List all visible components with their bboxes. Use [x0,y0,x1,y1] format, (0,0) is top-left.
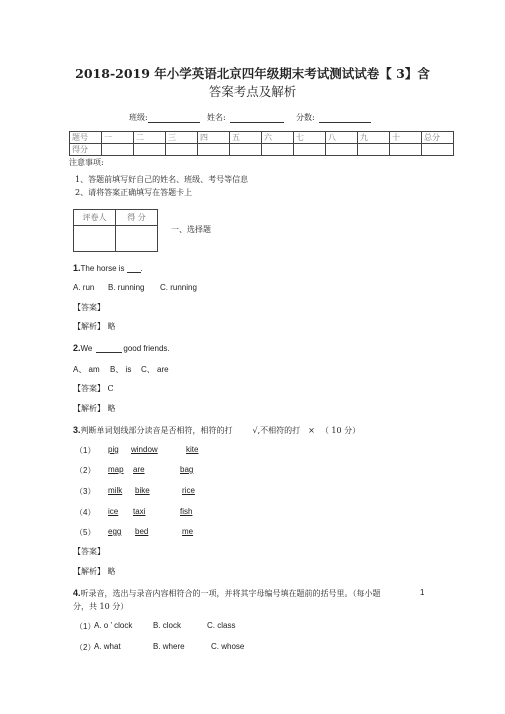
word: are [133,465,145,474]
option: B. clock [153,621,182,630]
option: C. running [160,283,197,292]
analysis-label: 【解析】 略 [73,567,116,576]
answer-blank [127,263,141,273]
score-table-cell: 二 [134,132,166,144]
word: bag [180,465,194,474]
score-table-cell [198,144,230,156]
analysis-label: 【解析】 略 [73,322,116,331]
question-text: 不相符的打 [260,426,301,435]
section-title: 一、选择题 [171,225,211,234]
option: C. whose [211,642,245,651]
score-table-cell [134,144,166,156]
question-2 [73,343,170,353]
question-3 [73,425,360,436]
score-table-cell: 得分 [70,144,102,156]
grader-cell [74,226,116,252]
score-table-score-row [70,144,454,156]
question-text-end: . [140,264,143,273]
question-1 [73,263,143,273]
score-table-cell [422,144,454,156]
row-number: （4） [75,508,96,517]
row-number: （2） [75,643,96,652]
option: C. class [207,621,236,630]
answer-blank [96,343,122,353]
score-table-cell: 题号 [70,132,102,144]
score-table-cell: 九 [358,132,390,144]
word: taxi [133,507,146,516]
score-table-cell: 总分 [422,132,454,144]
word: fish [180,507,193,516]
word: milk [108,486,123,495]
notice-item: 1、答题前填写好自己的姓名、班级、考号等信息 [75,175,249,184]
row-number: （2） [75,466,96,475]
word: bed [135,527,149,536]
name-blank [230,113,284,123]
question-text-cont: 分，共 10 分） [73,602,129,611]
option: A. run [73,283,95,292]
grader-cell [116,226,158,252]
row-number: （5） [75,528,96,537]
row-number: （1） [75,622,96,631]
row-number: （1） [75,446,96,455]
question-number: 1. [73,263,81,273]
word: map [108,465,124,474]
option: A. what [94,642,121,651]
points-label: （ 10 分） [320,426,361,435]
option: B、 is [110,365,132,374]
word: ice [108,507,119,516]
question-text-end: good friends. [123,344,170,353]
score-table-cell [390,144,422,156]
name-label: 姓名: [207,113,226,122]
cross-mark: × [308,426,315,435]
option: B. running [108,283,145,292]
analysis-label: 【解析】 略 [73,404,116,413]
score-table-cell: 七 [294,132,326,144]
score-blank [319,113,371,123]
question-text: The horse is [80,264,125,273]
score-field [296,112,371,123]
score-table-header-row [70,132,454,144]
answer-label: 【答案】 [73,547,105,556]
answer-label: 【答案】 C [73,384,114,393]
score-table-cell: 六 [262,132,294,144]
score-table-cell: 八 [326,132,358,144]
word: me [182,527,194,536]
grader-score-label: 得 分 [116,210,158,226]
notice-item: 2、请将答案正确填写在答题卡上 [75,188,193,197]
word: bike [135,486,150,495]
score-table-cell: 十 [390,132,422,144]
check-mark: √, [252,426,261,435]
word: kite [186,445,199,454]
word: rice [182,486,195,495]
score-table-cell [230,144,262,156]
word: window [131,445,158,454]
word: pig [108,445,119,454]
notice-title: 注意事项: [69,158,104,167]
score-table [69,131,454,156]
score-table-cell [262,144,294,156]
score-table-cell [166,144,198,156]
grader-box [73,209,158,252]
question-text: 听录音，选出与录音内容相符合的一项，并将其字母编号填在题前的括号里。（每小题 [80,589,381,598]
answer-label: 【答案】 [73,303,105,312]
page-subtitle: 答案考点及解析 [208,84,297,99]
score-table-cell [326,144,358,156]
class-blank [148,113,200,123]
score-table-cell [358,144,390,156]
word: egg [108,527,122,536]
option: B. where [153,642,185,651]
points-value: 1 [420,588,425,597]
option: A、 am [73,365,100,374]
class-field [129,112,200,123]
question-text: We [80,344,93,353]
name-field [207,112,284,123]
option: C、 are [141,365,169,374]
option: A. o ’ clock [94,621,133,630]
question-4 [73,588,381,599]
score-table-cell [294,144,326,156]
score-table-cell [102,144,134,156]
score-table-cell: 四 [198,132,230,144]
class-label: 班级: [129,113,148,122]
page-title: 2018-2019 年小学英语北京四年级期末考试测试试卷【 3】含 [75,66,430,81]
question-number: 4. [73,588,81,598]
score-table-cell: 五 [230,132,262,144]
question-text: 判断单词划线部分读音是否相符，相符的打 [80,426,233,435]
grader-label: 评卷人 [74,210,116,226]
score-table-cell: 一 [102,132,134,144]
score-label: 分数: [296,113,315,122]
question-number: 2. [73,343,81,353]
row-number: （3） [75,487,96,496]
score-table-cell: 三 [166,132,198,144]
question-number: 3. [73,425,81,435]
